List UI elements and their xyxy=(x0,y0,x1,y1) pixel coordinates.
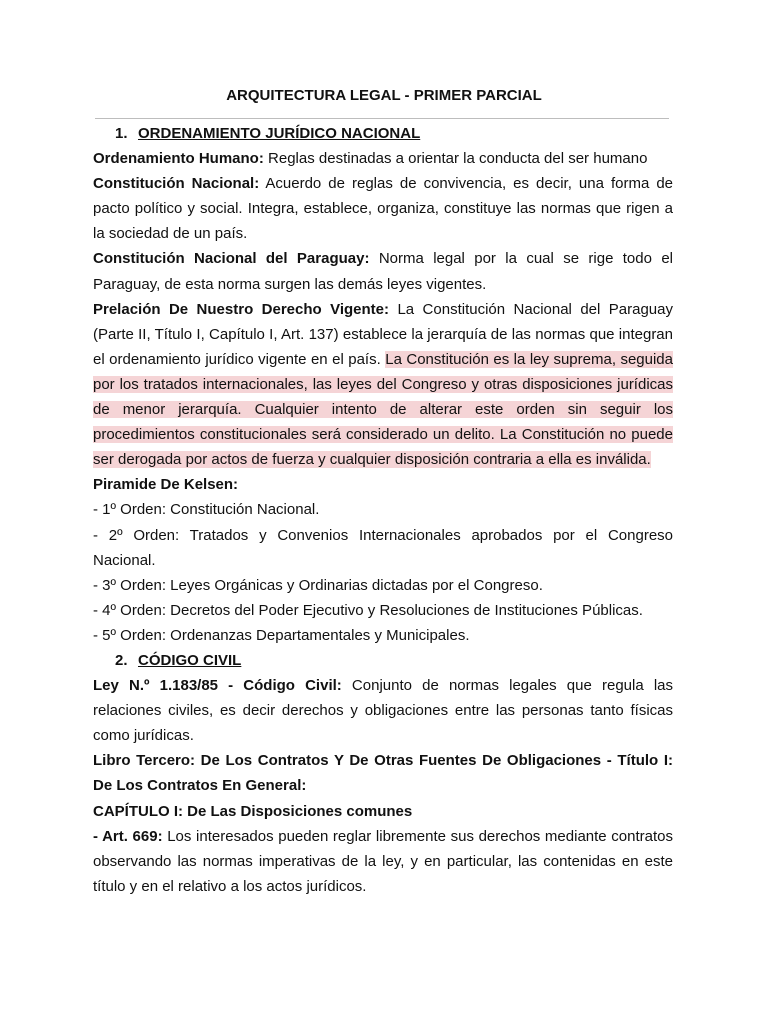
term-constitucion-nacional: Constitución Nacional: xyxy=(93,175,260,193)
section-heading-codigo-civil xyxy=(93,648,673,673)
kelsen-item: - 4º Orden: Decretos del Poder Ejecutivo y Resoluciones de Instituciones Públicas. xyxy=(93,601,643,619)
highlighted-text: La Constitución es la ley suprema, seguida por los tratados internacionales, las leyes del Congreso y otras disposiciones jurídicas de menor jerarquía. Cualquier intento de alterar este orden sin seguir los procedimientos constitucionales será considerado un delito. La Constitución no puede ser derogada por actos de fuerza y cualquier disposición contraria a ella es inválida. xyxy=(93,350,673,469)
definition-ley-codigo-civil: Conjunto de normas legales que regula las relaciones civiles, es decir derechos y obligaciones entre las personas tanto físicas como jurídicas. xyxy=(93,677,673,745)
section-title: ORDENAMIENTO JURÍDICO NACIONAL xyxy=(138,125,421,142)
definition-constitucion-nacional: Acuerdo de reglas de convivencia, es decir, una forma de pacto político y social. Integra, establece, organiza, constituye las normas que rigen a la sociedad de un país. xyxy=(93,175,674,243)
paragraph-constitucion-paraguay xyxy=(93,246,673,296)
kelsen-item: - 5º Orden: Ordenanzas Departamentales y Municipales. xyxy=(93,626,470,644)
libro-tercero-heading: Libro Tercero: De Los Contratos Y De Otras Fuentes De Obligaciones - Título I: De Los Contratos En General: xyxy=(93,752,673,795)
term-ordenamiento-humano: Ordenamiento Humano: xyxy=(93,150,264,168)
kelsen-item: - 1º Orden: Constitución Nacional. xyxy=(93,501,320,519)
section-title: CÓDIGO CIVIL xyxy=(138,651,242,669)
definition-art-669: Los interesados pueden reglar libremente sus derechos mediante contratos observando las normas imperativas de la ley, y en particular, las contenidas en este título y en el relativo a los actos jurídicos. xyxy=(93,827,673,895)
title-divider xyxy=(95,118,669,119)
document-body xyxy=(93,121,673,899)
paragraph-prelacion xyxy=(93,297,673,473)
definition-ordenamiento-humano: Reglas destinadas a orientar la conducta del ser humano xyxy=(263,150,648,168)
term-art-669: - Art. 669: xyxy=(93,827,163,845)
term-ley-codigo-civil: Ley N.º 1.183/85 - Código Civil: xyxy=(93,677,342,695)
paragraph-ley-codigo-civil xyxy=(93,673,673,748)
section-number: 1. xyxy=(115,125,128,142)
paragraph-art-669 xyxy=(93,824,673,899)
kelsen-item: - 3º Orden: Leyes Orgánicas y Ordinarias dictadas por el Congreso. xyxy=(93,576,543,594)
capitulo-heading: CAPÍTULO I: De Las Disposiciones comunes xyxy=(93,802,413,820)
document-title: ARQUITECTURA LEGAL - PRIMER PARCIAL xyxy=(226,87,542,104)
kelsen-item: - 2º Orden: Tratados y Convenios Internacionales aprobados por el Congreso Nacional. xyxy=(93,526,673,569)
paragraph-constitucion-nacional xyxy=(93,171,673,246)
term-prelacion: Prelación De Nuestro Derecho Vigente: xyxy=(93,300,390,318)
definition-constitucion-paraguay: Norma legal por la cual se rige todo el Paraguay, de esta norma surgen las demás leyes vigentes. xyxy=(93,250,673,293)
paragraph-ordenamiento-humano xyxy=(93,146,673,171)
section-heading-ordenamiento xyxy=(93,121,673,146)
section-number: 2. xyxy=(115,651,128,669)
kelsen-heading: Piramide De Kelsen: xyxy=(93,476,239,494)
term-constitucion-paraguay: Constitución Nacional del Paraguay: xyxy=(93,250,370,268)
definition-prelacion: La Constitución Nacional del Paraguay (Parte II, Título I, Capítulo I, Art. 137) establece la jerarquía de las normas que integran el ordenamiento jurídico vigente en el país. xyxy=(93,300,673,368)
